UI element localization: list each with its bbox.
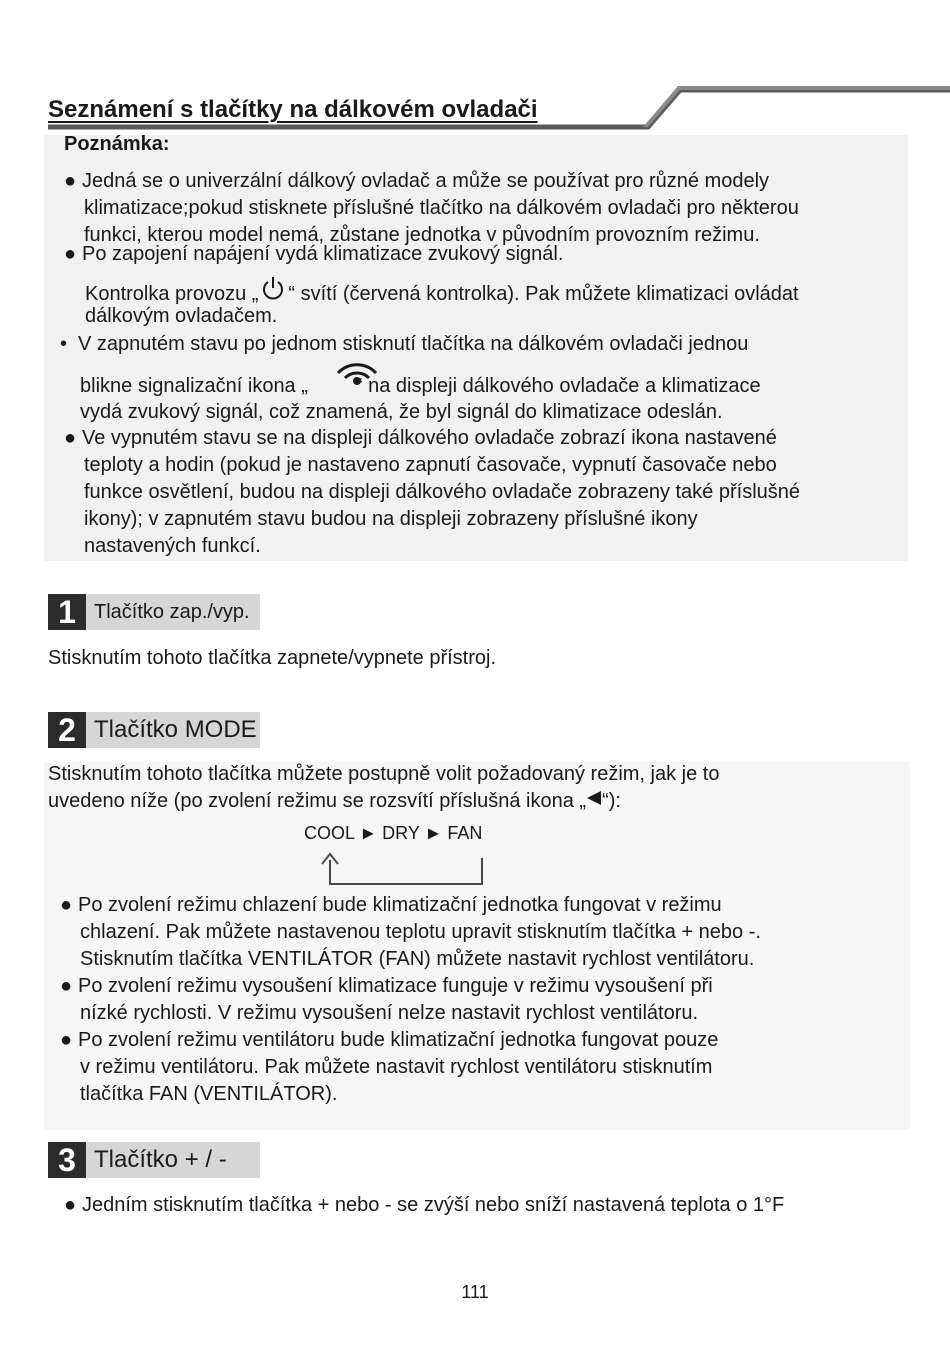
- return-arrow-icon: [318, 852, 490, 890]
- section-2-header: [48, 712, 260, 748]
- section-label: Tlačítko zap./vyp.: [94, 600, 250, 623]
- bullet: ●: [60, 975, 73, 997]
- mode-bullet-1: ● Po zvolení režimu chlazení bude klimatizační jednotka fungovat v režimu chlazení. Pak můžete nastavenou teplotu upravit stisknutím tlačítka + nebo -. Stisknutím tlačítka VENTILÁTOR (FAN) můžete nastavit rychlost ventilátoru.: [60, 894, 761, 970]
- bullet: ●: [64, 170, 77, 192]
- bullet: ●: [64, 243, 77, 265]
- note-bullet-3: • V zapnutém stavu po jednom stisknutí tlačítka na dálkovém ovladači jednou: [60, 331, 748, 358]
- mode-bullet-3: ● Po zvolení režimu ventilátoru bude klimatizační jednotka fungovat pouze v režimu ventilátoru. Pak můžete nastavit rychlost ventilátoru stisknutím tlačítka FAN (VENTILÁTOR).: [60, 1029, 719, 1105]
- bullet: •: [60, 333, 68, 355]
- bullet: ●: [60, 894, 73, 916]
- section-2-intro: Stisknutím tohoto tlačítka můžete postupně volit požadovaný režim, jak je to uvedeno níže (po zvolení režimu se rozsvítí příslušná ikona „ “):: [48, 763, 720, 812]
- note-bullet-4: ● Ve vypnutém stavu se na displeji dálkového ovladače zobrazí ikona nastavené teploty a hodin (pokud je nastaveno zapnutí časovače, vypnutí časovače nebo funkce osvětlení, budou na displeji dálkového ovladače zobrazeny také příslušné ikony); v zapnutém stavu budou na displeji zobrazeny příslušné ikony nastavených funkcí.: [64, 427, 801, 557]
- bullet: ●: [64, 1194, 77, 1216]
- note-bullet-2-line-2: Kontrolka provozu „ “ svítí (červená kontrolka). Pak můžete klimatizaci ovládat: [85, 276, 799, 308]
- section-number: 2: [48, 712, 86, 748]
- section-1-text: Stisknutím tohoto tlačítka zapnete/vypnete přístroj.: [48, 647, 497, 669]
- bullet: ●: [64, 427, 77, 449]
- page-number: 111: [461, 1282, 489, 1302]
- note-bullet-2: ● Po zapojení napájení vydá klimatizace zvukový signál.: [64, 241, 563, 268]
- mode-cycle: COOL ► DRY ► FAN: [304, 823, 483, 843]
- section-3-bullet: ● Jedním stisknutím tlačítka + nebo - se zvýší nebo sníží nastavená teplota o 1°F: [64, 1192, 784, 1219]
- triangle-left-icon: [586, 790, 602, 806]
- note-label: Poznámka:: [64, 133, 170, 155]
- note-bullet-3-line-2: blikne signalizační ikona „ “ na displeji dálkového ovladače a klimatizace: [80, 375, 761, 397]
- section-label: Tlačítko + / -: [94, 1146, 227, 1173]
- page-title: Seznámení s tlačítky na dálkovém ovladači: [48, 96, 538, 123]
- section-number: 1: [48, 594, 86, 630]
- note-bullet-2-line-3: dálkovým ovladačem.: [85, 305, 278, 327]
- bullet: ●: [60, 1029, 73, 1051]
- note-bullet-3-line-3: vydá zvukový signál, což znamená, že byl signál do klimatizace odeslán.: [80, 401, 723, 423]
- note-bullet-1: ● Jedná se o univerzální dálkový ovladač a může se používat pro různé modely klimatizace;pokud stisknete příslušné tlačítko na dálkovém ovladači pro některou funkci, kterou model nemá, zůstane jednotka v původním provozním režimu.: [64, 170, 799, 246]
- mode-bullet-2: ● Po zvolení režimu vysoušení klimatizace funguje v režimu vysoušení při nízké rychlosti. V režimu vysoušení nelze nastavit rychlost ventilátoru.: [60, 975, 713, 1024]
- section-label: Tlačítko MODE: [94, 716, 257, 743]
- section-1-header: [48, 594, 260, 630]
- power-icon: [260, 276, 286, 302]
- section-number: 3: [48, 1142, 86, 1178]
- section-3-header: [48, 1142, 260, 1178]
